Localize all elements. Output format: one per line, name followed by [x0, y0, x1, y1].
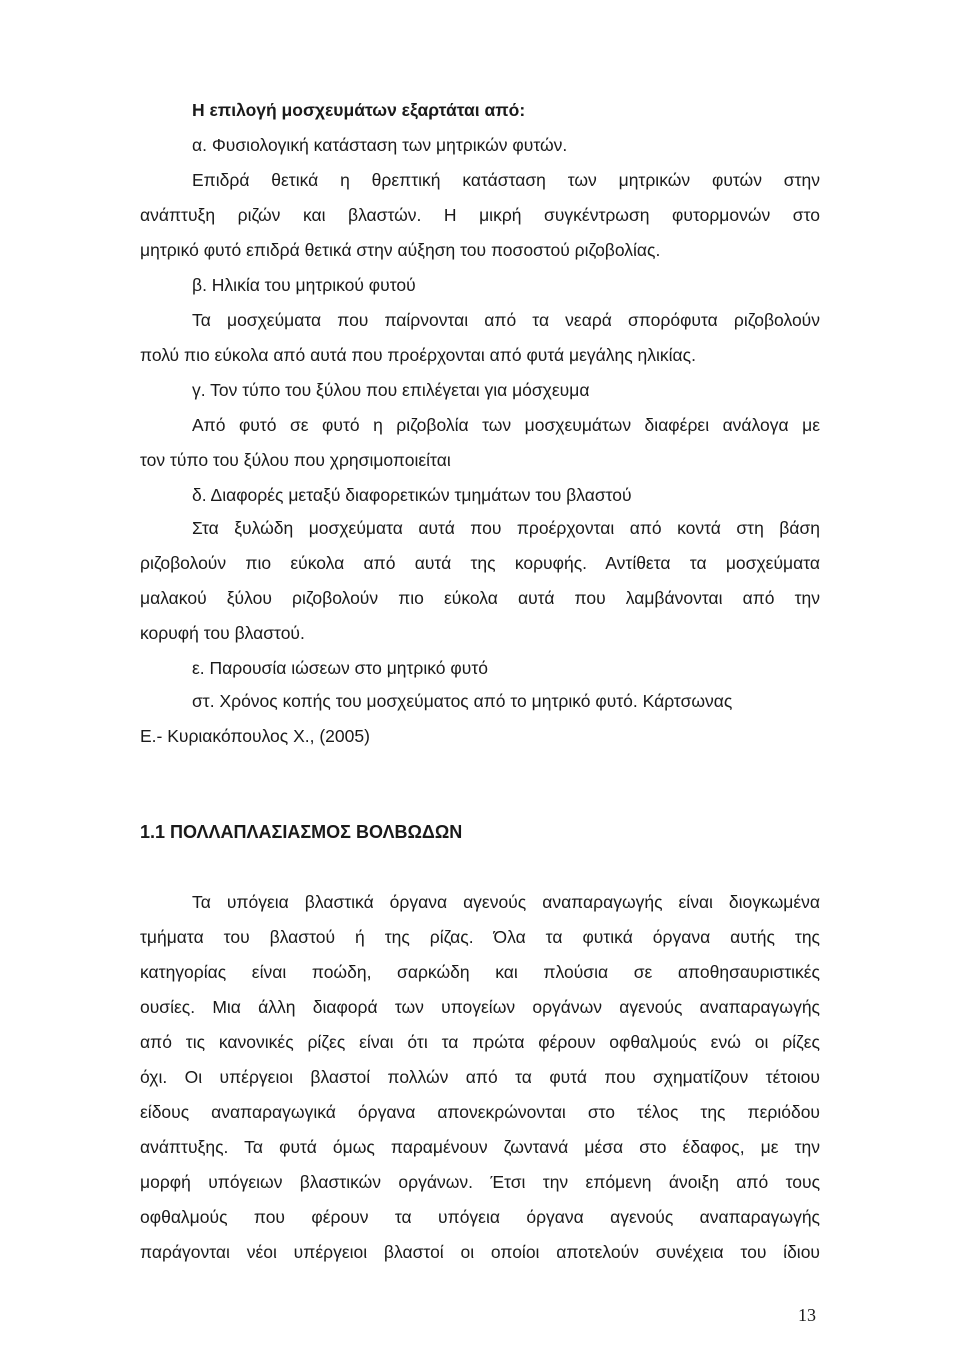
- section-heading: 1.1 ΠΟΛΛΑΠΛΑΣΙΑΣΜΟΣ ΒΟΛΒΩΔΩΝ: [140, 822, 463, 842]
- paragraph-line: τμήματα του βλαστού ή της ρίζας. Όλα τα φυτικά όργανα αυτής της: [140, 927, 820, 947]
- item-d-text-line: μαλακού ξύλου ριζοβολούν πιο εύκολα αυτά που λαμβάνονται από την: [140, 588, 820, 608]
- paragraph-line: μορφή υπόγειων βλαστικών οργάνων. Έτσι την επόμενη άνοιξη από τους: [140, 1172, 820, 1192]
- item-b-text-line: πολύ πιο εύκολα από αυτά που προέρχονται από φυτά μεγάλης ηλικίας.: [140, 345, 696, 365]
- item-e-heading: ε. Παρουσία ιώσεων στο μητρικό φυτό: [192, 658, 488, 678]
- item-a-text-line: ανάπτυξη ριζών και βλαστών. Η μικρή συγκέντρωση φυτορμονών στο: [140, 205, 820, 225]
- section-title: Η επιλογή μοσχευμάτων εξαρτάται από:: [192, 100, 526, 120]
- item-a-text-line: Επιδρά θετικά η θρεπτική κατάσταση των μητρικών φυτών στην: [192, 170, 820, 190]
- item-b-heading: β. Ηλικία του μητρικού φυτού: [192, 275, 416, 295]
- item-f-citation: Ε.- Κυριακόπουλος Χ., (2005): [140, 726, 370, 746]
- item-c-text-line: Από φυτό σε φυτό η ριζοβολία των μοσχευμάτων διαφέρει ανάλογα με: [192, 415, 820, 435]
- paragraph-line: όχι. Οι υπέργειοι βλαστοί πολλών από τα φυτά που σχηματίζουν τέτοιου: [140, 1067, 820, 1087]
- paragraph-line: κατηγορίας είναι ποώδη, σαρκώδη και πλούσια σε αποθησαυριστικές: [140, 962, 820, 982]
- item-d-heading: δ. Διαφορές μεταξύ διαφορετικών τμημάτων του βλαστού: [192, 485, 632, 505]
- paragraph-line: οφθαλμούς που φέρουν τα υπόγεια όργανα αγενούς αναπαραγωγής: [140, 1207, 820, 1227]
- paragraph-line: είδους αναπαραγωγικά όργανα απονεκρώνονται στο τέλος της περιόδου: [140, 1102, 820, 1122]
- item-f-heading: στ. Χρόνος κοπής του μοσχεύματος από το μητρικό φυτό. Κάρτσωνας: [192, 691, 733, 711]
- paragraph-line: Τα υπόγεια βλαστικά όργανα αγενούς αναπαραγωγής είναι διογκωμένα: [192, 892, 820, 912]
- item-a-heading: α. Φυσιολογική κατάσταση των μητρικών φυτών.: [192, 135, 568, 155]
- paragraph-line: από τις κανονικές ρίζες είναι ότι τα πρώτα φέρουν οφθαλμούς ενώ οι ρίζες: [140, 1032, 820, 1052]
- item-c-text-line: τον τύπο του ξύλου που χρησιμοποιείται: [140, 450, 451, 470]
- paragraph-line: παράγονται νέοι υπέργειοι βλαστοί οι οποίοι αποτελούν συνέχεια του ίδιου: [140, 1242, 820, 1262]
- item-d-text-line: κορυφή του βλαστού.: [140, 623, 305, 643]
- paragraph-line: ανάπτυξης. Τα φυτά όμως παραμένουν ζωντανά μέσα στο έδαφος, με την: [140, 1137, 820, 1157]
- item-b-text-line: Τα μοσχεύματα που παίρνονται από τα νεαρά σπορόφυτα ριζοβολούν: [192, 310, 820, 330]
- item-a-text-line: μητρικό φυτό επιδρά θετικά στην αύξηση του ποσοστού ριζοβολίας.: [140, 240, 661, 260]
- item-d-text-line: Στα ξυλώδη μοσχεύματα αυτά που προέρχονται από κοντά στη βάση: [192, 518, 820, 538]
- item-d-text-line: ριζοβολούν πιο εύκολα από αυτά της κορυφής. Αντίθετα τα μοσχεύματα: [140, 553, 820, 573]
- page-number: 13: [798, 1305, 816, 1325]
- paragraph-line: ουσίες. Μια άλλη διαφορά των υπογείων οργάνων αγενούς αναπαραγωγής: [140, 997, 820, 1017]
- item-c-heading: γ. Τον τύπο του ξύλου που επιλέγεται για μόσχευμα: [192, 380, 590, 400]
